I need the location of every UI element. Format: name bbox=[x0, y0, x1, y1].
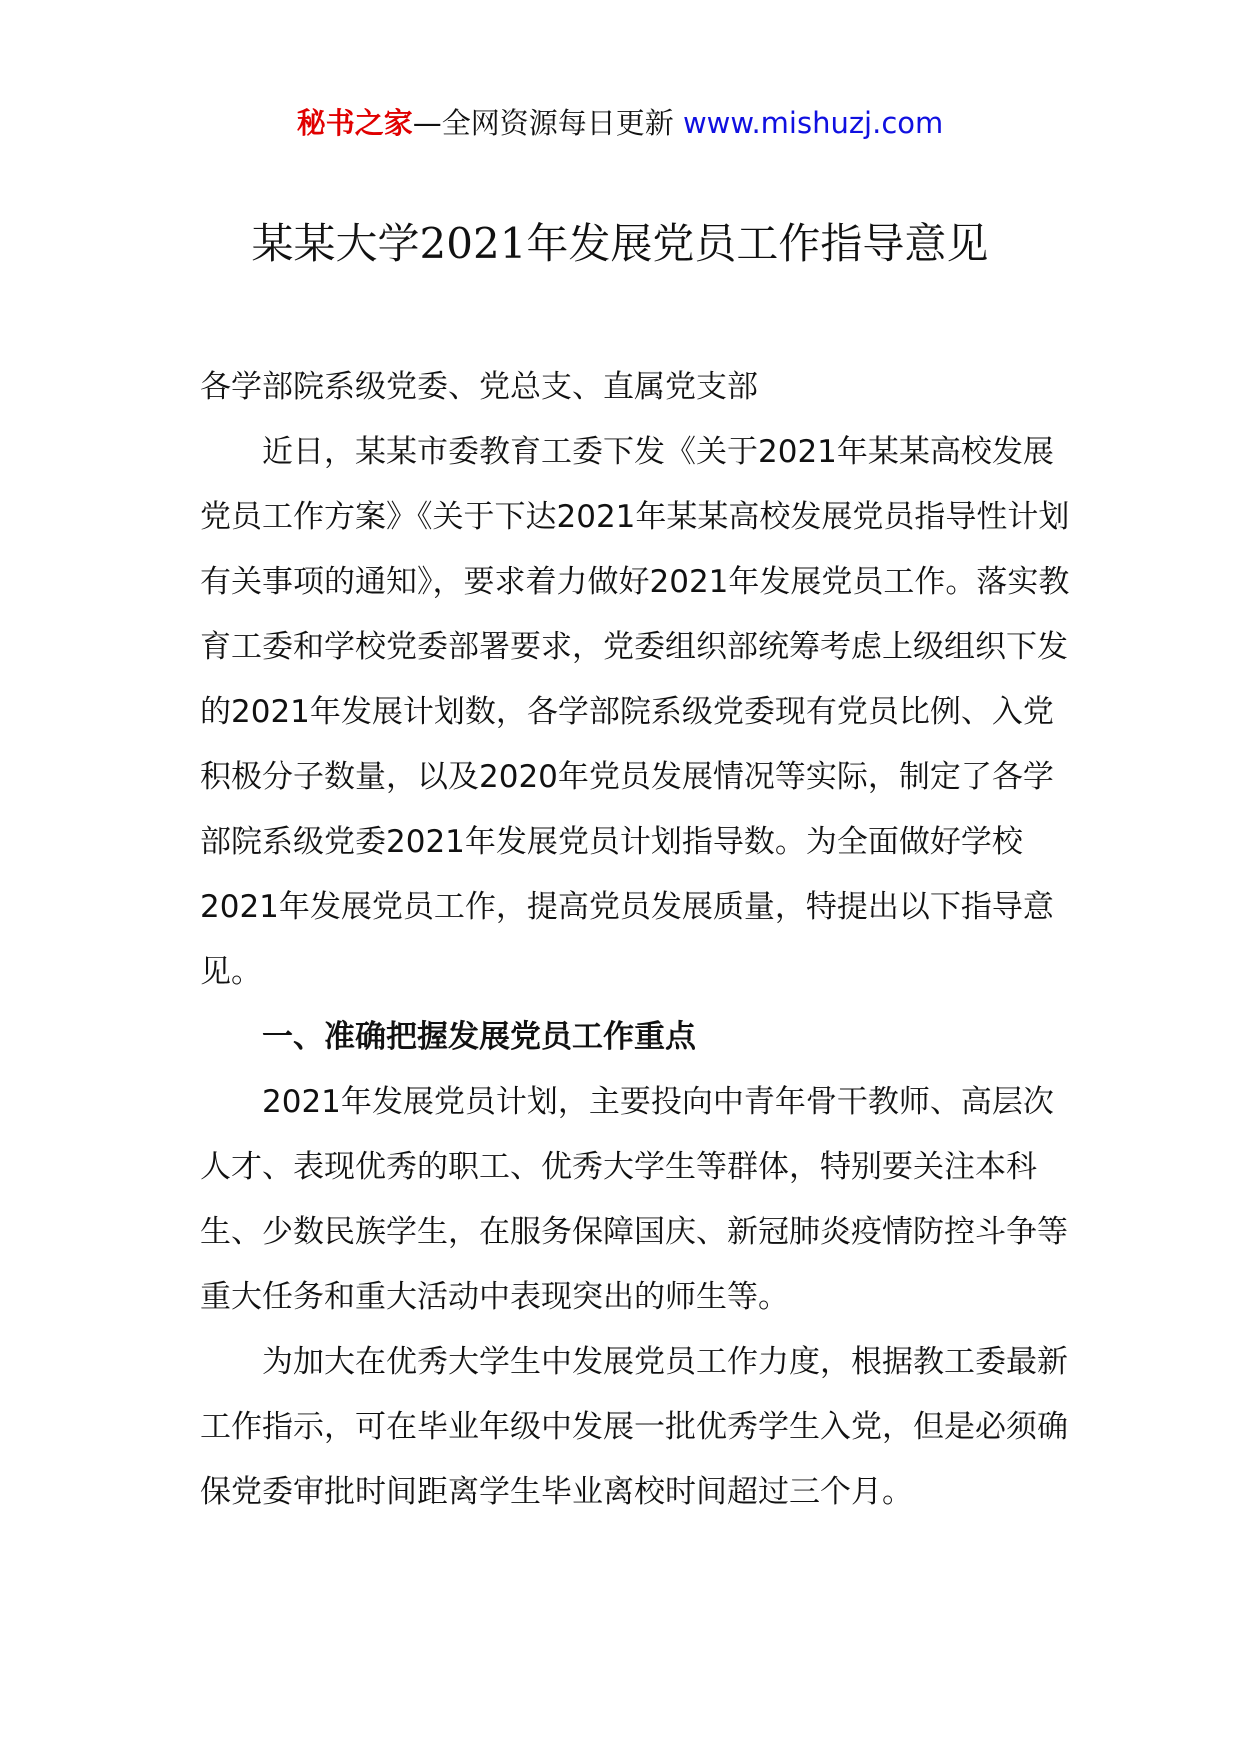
document-body bbox=[200, 355, 1080, 1525]
site-slogan: —全网资源每日更新 bbox=[412, 106, 683, 140]
intro-paragraph: 近日，某某市委教育工委下发《关于2021年某某高校发展党员工作方案》《关于下达2021年某某高校发展党员指导性计划有关事项的通知》，要求着力做好2021年发展党员工作。落实教育工委和学校党委部署要求，党委组织部统筹考虑上级组织下发的2021年发展计划数，各学部院系级党委现有党员比例、入党积极分子数量，以及2020年党员发展情况等实际，制定了各学部院系级党委2021年发展党员计划指导数。为全面做好学校2021年发展党员工作，提高党员发展质量，特提出以下指导意见。 bbox=[200, 434, 1070, 990]
salutation: 各学部院系级党委、党总支、直属党支部 bbox=[200, 369, 758, 405]
site-header bbox=[0, 101, 1240, 145]
section-paragraph: 2021年发展党员计划，主要投向中青年骨干教师、高层次人才、表现优秀的职工、优秀大学生等群体，特别要关注本科生、少数民族学生，在服务保障国庆、新冠肺炎疫情防控斗争等重大任务和重大活动中表现突出的师生等。 bbox=[200, 1084, 1068, 1315]
document-title: 某某大学2021年发展党员工作指导意见 bbox=[251, 219, 989, 268]
site-brand: 秘书之家 bbox=[296, 106, 413, 140]
section-heading: 一、准确把握发展党员工作重点 bbox=[262, 1019, 696, 1055]
site-url-link[interactable]: www.mishuzj.com bbox=[682, 106, 944, 140]
section-paragraph: 为加大在优秀大学生中发展党员工作力度，根据教工委最新工作指示，可在毕业年级中发展一批优秀学生入党，但是必须确保党委审批时间距离学生毕业离校时间超过三个月。 bbox=[200, 1344, 1068, 1510]
